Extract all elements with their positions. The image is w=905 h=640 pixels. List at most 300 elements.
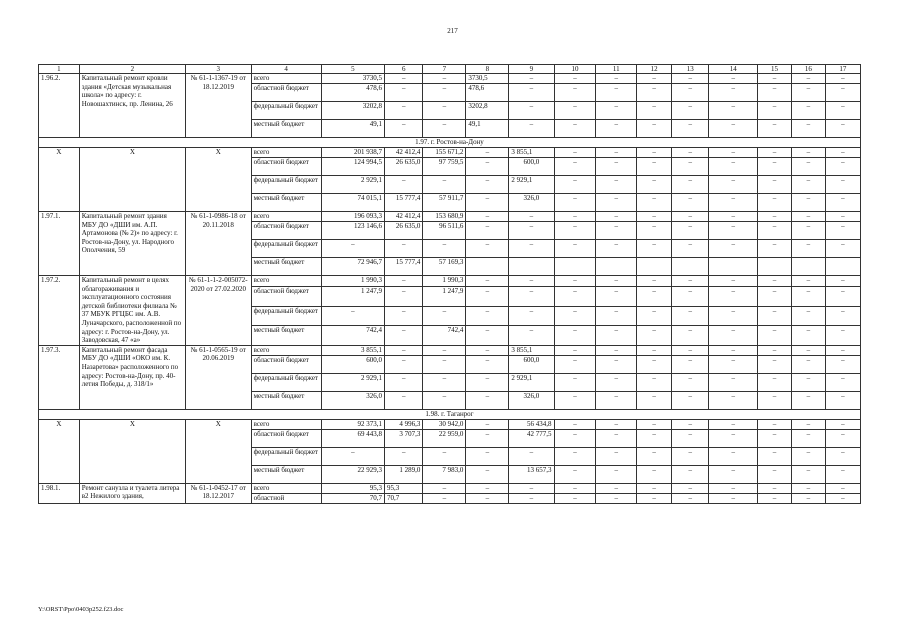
table-cell: X [185, 419, 251, 483]
table-cell: – [554, 286, 596, 306]
table-cell: – [709, 465, 758, 483]
table-cell: – [758, 222, 792, 240]
table-cell: 600,0 [509, 158, 554, 176]
table-cell: – [709, 84, 758, 102]
table-cell: – [509, 102, 554, 120]
table-cell: – [596, 212, 637, 222]
table-cell: – [758, 391, 792, 409]
table-cell: – [423, 120, 466, 138]
table-cell: – [791, 148, 825, 158]
table-cell: X [185, 148, 251, 212]
table-cell: – [321, 447, 384, 465]
table-cell: федеральный бюджет [251, 447, 321, 465]
table-cell: всего [251, 148, 321, 158]
table-cell: – [423, 306, 466, 326]
table-cell: – [709, 391, 758, 409]
table-row [39, 483, 861, 493]
table-cell [825, 258, 860, 276]
table-cell: – [554, 373, 596, 391]
table-cell: – [637, 74, 672, 84]
table-cell: – [709, 148, 758, 158]
table-cell: – [423, 84, 466, 102]
table-cell [637, 258, 672, 276]
table-cell: федеральный бюджет [251, 240, 321, 258]
table-cell: 1.97.3. [39, 345, 80, 409]
table-cell: – [791, 345, 825, 355]
table-cell: – [637, 120, 672, 138]
table-cell: – [825, 212, 860, 222]
table-cell: № 61-1-0986-18 от 20.11.2018 [185, 212, 251, 276]
table-cell: – [825, 74, 860, 84]
table-cell: – [637, 176, 672, 194]
table-cell: 2 929,1 [321, 176, 384, 194]
table-cell: – [672, 286, 709, 306]
table-cell: 2 929,1 [509, 373, 554, 391]
table-cell: – [596, 391, 637, 409]
table-cell: – [758, 212, 792, 222]
table-cell: – [554, 419, 596, 429]
table-cell: – [554, 447, 596, 465]
table-cell: 42 412,4 [384, 148, 422, 158]
table-cell: – [637, 158, 672, 176]
table-cell: 196 093,3 [321, 212, 384, 222]
table-cell: 22 959,0 [423, 429, 466, 447]
table-cell: – [423, 74, 466, 84]
table-cell: – [791, 429, 825, 447]
table-cell: – [637, 493, 672, 503]
table-cell: областной бюджет [251, 355, 321, 373]
document-path: Y:\ORST\Ppo\0403p252.f23.doc [38, 606, 124, 613]
table-cell: 3202,8 [466, 102, 509, 120]
table-cell: – [758, 102, 792, 120]
table-cell: – [672, 222, 709, 240]
table-cell: – [466, 373, 509, 391]
table-cell: всего [251, 276, 321, 287]
table-cell: – [791, 493, 825, 503]
table-cell: – [672, 306, 709, 326]
table-cell: – [791, 276, 825, 287]
table-cell: – [509, 276, 554, 287]
table-cell: – [554, 465, 596, 483]
table-cell: – [384, 373, 422, 391]
table-cell: – [672, 355, 709, 373]
table-cell: – [423, 373, 466, 391]
table-cell: – [466, 158, 509, 176]
column-number-row [39, 65, 861, 74]
table-row [39, 148, 861, 158]
table-cell: областной бюджет [251, 84, 321, 102]
column-number: 8 [466, 65, 509, 74]
table-cell: – [596, 176, 637, 194]
table-cell: 742,4 [423, 326, 466, 346]
table-cell: – [791, 176, 825, 194]
table-cell: – [672, 212, 709, 222]
table-cell: – [384, 391, 422, 409]
table-cell: 49,1 [466, 120, 509, 138]
table-cell: 72 946,7 [321, 258, 384, 276]
table-cell: – [384, 345, 422, 355]
budget-table [38, 64, 861, 504]
section-header-row [39, 138, 861, 148]
column-number: 1 [39, 65, 80, 74]
table-cell: – [709, 212, 758, 222]
table-cell: областной бюджет [251, 158, 321, 176]
table-cell: – [637, 447, 672, 465]
table-cell: – [758, 74, 792, 84]
table-cell: – [596, 84, 637, 102]
table-cell: 3 855,1 [509, 148, 554, 158]
table-cell: местный бюджет [251, 391, 321, 409]
table-cell: областной бюджет [251, 222, 321, 240]
table-cell: 3730,5 [321, 74, 384, 84]
column-number: 6 [384, 65, 422, 74]
table-cell: 1 247,9 [423, 286, 466, 306]
table-cell: – [791, 483, 825, 493]
table-cell: – [791, 212, 825, 222]
table-cell: – [509, 212, 554, 222]
table-cell: – [672, 102, 709, 120]
table-cell: – [596, 326, 637, 346]
table-cell: – [384, 84, 422, 102]
table-cell: – [466, 345, 509, 355]
table-cell: – [825, 429, 860, 447]
table-cell: – [791, 240, 825, 258]
table-cell: – [554, 391, 596, 409]
table-cell: – [637, 148, 672, 158]
column-number: 2 [79, 65, 185, 74]
table-cell: 56 434,8 [509, 419, 554, 429]
table-cell: местный бюджет [251, 465, 321, 483]
table-cell: № 61-1-0565-19 от 20.06.2019 [185, 345, 251, 409]
table-cell: 74 015,1 [321, 194, 384, 212]
section-title: 1.98. г. Таганрог [39, 409, 861, 419]
table-cell: 30 942,0 [423, 419, 466, 429]
table-cell: 326,0 [509, 194, 554, 212]
table-cell: Капитальный ремонт в целях облагораживания и эксплуатационного состояния детской библиотеки филиала № 37 МБУК РГЦБС им. А.В. Луначарского, расположенной по адресу: г. Ростов-на-Дону, ул. Заводовская, 47 «а» [79, 276, 185, 346]
table-cell: – [637, 465, 672, 483]
table-cell: 201 938,7 [321, 148, 384, 158]
table-cell: – [637, 276, 672, 287]
table-cell: – [758, 306, 792, 326]
table-cell: всего [251, 345, 321, 355]
page-number: 217 [447, 27, 458, 35]
table-cell: всего [251, 483, 321, 493]
table-cell: – [758, 176, 792, 194]
table-cell: – [758, 326, 792, 346]
table-cell: – [709, 120, 758, 138]
table-cell: – [709, 373, 758, 391]
table-cell: 1 990,3 [321, 276, 384, 287]
table-cell: – [637, 240, 672, 258]
table-cell: – [509, 306, 554, 326]
table-cell: – [596, 465, 637, 483]
table-cell: – [709, 222, 758, 240]
table-cell: – [825, 84, 860, 102]
table-cell: – [596, 74, 637, 84]
table-cell: – [466, 355, 509, 373]
table-cell: – [672, 391, 709, 409]
table-cell: местный бюджет [251, 258, 321, 276]
table-cell: 1.98.1. [39, 483, 80, 503]
table-cell: 70,7 [321, 493, 384, 503]
table-cell: – [466, 148, 509, 158]
table-cell: – [709, 483, 758, 493]
table-cell: 97 759,5 [423, 158, 466, 176]
table-row [39, 74, 861, 84]
table-cell: – [825, 158, 860, 176]
table-cell: – [758, 447, 792, 465]
table-cell: – [637, 222, 672, 240]
table-cell: – [825, 148, 860, 158]
table-cell: 1.96.2. [39, 74, 80, 138]
table-cell: 3 855,1 [321, 345, 384, 355]
table-cell: – [791, 306, 825, 326]
column-number: 17 [825, 65, 860, 74]
table-cell: – [596, 102, 637, 120]
table-cell: 26 635,0 [384, 158, 422, 176]
table-cell: X [39, 419, 80, 483]
table-cell: X [39, 148, 80, 212]
table-cell: – [509, 222, 554, 240]
table-cell: – [758, 373, 792, 391]
table-cell: 2 929,1 [321, 373, 384, 391]
table-cell [758, 258, 792, 276]
table-cell: – [791, 102, 825, 120]
table-cell: – [791, 120, 825, 138]
table-cell: – [596, 120, 637, 138]
table-cell: всего [251, 74, 321, 84]
table-cell: 123 146,6 [321, 222, 384, 240]
table-cell: областной бюджет [251, 286, 321, 306]
table-cell: 1 247,9 [321, 286, 384, 306]
table-cell: – [709, 286, 758, 306]
column-number: 3 [185, 65, 251, 74]
table-cell: – [596, 447, 637, 465]
table-cell [596, 258, 637, 276]
table-cell: – [637, 355, 672, 373]
table-cell: – [509, 483, 554, 493]
column-number: 16 [791, 65, 825, 74]
table-cell: – [758, 276, 792, 287]
table-row [39, 212, 861, 222]
table-cell: – [637, 212, 672, 222]
table-cell: – [466, 222, 509, 240]
table-cell: – [554, 158, 596, 176]
table-cell: – [596, 345, 637, 355]
table-cell: – [384, 176, 422, 194]
table-cell: 15 777,4 [384, 194, 422, 212]
table-cell: – [509, 240, 554, 258]
table-cell: – [596, 276, 637, 287]
table-cell: – [509, 286, 554, 306]
table-cell: – [672, 465, 709, 483]
table-cell: – [709, 74, 758, 84]
table-cell: – [321, 306, 384, 326]
table-cell: – [825, 373, 860, 391]
table-cell: – [554, 483, 596, 493]
table-cell: № 61-1-0452-17 от 18.12.2017 [185, 483, 251, 503]
table-cell: – [758, 419, 792, 429]
column-number: 7 [423, 65, 466, 74]
table-cell: – [672, 158, 709, 176]
table-cell: – [384, 355, 422, 373]
table-cell: 155 671,2 [423, 148, 466, 158]
table-cell: – [791, 465, 825, 483]
table-cell: – [423, 447, 466, 465]
table-cell: – [423, 240, 466, 258]
table-cell: – [637, 306, 672, 326]
table-cell: – [466, 306, 509, 326]
table-cell: всего [251, 419, 321, 429]
table-cell: – [758, 286, 792, 306]
table-cell: 124 994,5 [321, 158, 384, 176]
table-cell: 70,7 [384, 493, 422, 503]
table-cell: – [672, 276, 709, 287]
table-cell: – [672, 176, 709, 194]
table-cell: – [596, 240, 637, 258]
table-cell: 600,0 [321, 355, 384, 373]
table-cell: 49,1 [321, 120, 384, 138]
table-cell: – [758, 148, 792, 158]
table-cell: № 61-1-1-2-005072-2020 от 27.02.2020 [185, 276, 251, 346]
table-cell: – [637, 102, 672, 120]
table-cell: – [637, 483, 672, 493]
table-cell [672, 258, 709, 276]
table-cell: федеральный бюджет [251, 176, 321, 194]
table-cell: – [384, 276, 422, 287]
table-cell: 95,3 [384, 483, 422, 493]
table-cell: 478,6 [466, 84, 509, 102]
section-header-row [39, 409, 861, 419]
table-cell: – [672, 326, 709, 346]
table-cell: – [384, 120, 422, 138]
table-cell: 69 443,8 [321, 429, 384, 447]
table-cell: – [466, 447, 509, 465]
table-cell: – [709, 176, 758, 194]
table-cell: – [596, 222, 637, 240]
table-cell: – [466, 176, 509, 194]
table-cell: 2 929,1 [509, 176, 554, 194]
table-cell: – [596, 306, 637, 326]
table-cell: – [672, 429, 709, 447]
table-cell: – [709, 306, 758, 326]
table-cell: – [672, 84, 709, 102]
table-cell: X [79, 148, 185, 212]
table-cell [709, 258, 758, 276]
column-number: 9 [509, 65, 554, 74]
column-number: 4 [251, 65, 321, 74]
table-cell: – [423, 391, 466, 409]
column-number: 11 [596, 65, 637, 74]
table-cell: – [596, 148, 637, 158]
table-cell: 326,0 [321, 391, 384, 409]
table-cell: – [384, 326, 422, 346]
table-cell: – [758, 120, 792, 138]
table-cell: – [758, 194, 792, 212]
table-cell: – [554, 276, 596, 287]
table-cell: – [672, 345, 709, 355]
table-cell: – [825, 391, 860, 409]
table-cell: 7 983,0 [423, 465, 466, 483]
table-cell: – [637, 194, 672, 212]
table-cell: 3 707,3 [384, 429, 422, 447]
table-cell: – [791, 74, 825, 84]
table-cell: – [672, 74, 709, 84]
table-cell: – [466, 391, 509, 409]
table-cell: – [384, 240, 422, 258]
table-cell: 95,3 [321, 483, 384, 493]
table-cell: – [825, 465, 860, 483]
table-cell: – [672, 373, 709, 391]
table-cell: – [825, 240, 860, 258]
table-cell: федеральный бюджет [251, 373, 321, 391]
table-cell: – [825, 286, 860, 306]
table-cell: – [791, 84, 825, 102]
table-cell: – [554, 355, 596, 373]
table-row [39, 345, 861, 355]
table-cell: – [321, 240, 384, 258]
table-cell: – [596, 355, 637, 373]
table-cell: 478,6 [321, 84, 384, 102]
table-cell: – [791, 419, 825, 429]
table-cell: – [791, 286, 825, 306]
table-cell: – [672, 483, 709, 493]
table-cell: – [554, 84, 596, 102]
table-cell: – [554, 102, 596, 120]
table-cell: – [466, 286, 509, 306]
table-cell: – [672, 240, 709, 258]
table-cell: – [466, 429, 509, 447]
table-cell: – [637, 373, 672, 391]
table-cell: – [423, 493, 466, 503]
table-cell: – [509, 326, 554, 346]
table-cell [509, 258, 554, 276]
table-cell: – [596, 286, 637, 306]
table-cell: 15 777,4 [384, 258, 422, 276]
table-cell: – [554, 74, 596, 84]
table-cell: – [509, 84, 554, 102]
table-cell: областной [251, 493, 321, 503]
table-cell: 57 911,7 [423, 194, 466, 212]
table-cell: – [466, 326, 509, 346]
table-cell: – [791, 326, 825, 346]
table-cell: Ремонт санузла и туалета литера в2 Нежилого здания, [79, 483, 185, 503]
table-cell: – [554, 148, 596, 158]
table-cell: – [384, 286, 422, 306]
table-cell: – [637, 326, 672, 346]
table-cell: – [637, 391, 672, 409]
table-cell: – [672, 148, 709, 158]
table-cell: – [709, 345, 758, 355]
table-cell: – [466, 419, 509, 429]
table-cell: федеральный бюджет [251, 102, 321, 120]
table-cell [466, 258, 509, 276]
table-cell [791, 258, 825, 276]
table-cell: – [509, 120, 554, 138]
table-cell: – [672, 447, 709, 465]
table-cell: – [384, 74, 422, 84]
table-cell: 1 990,3 [423, 276, 466, 287]
table-cell: X [79, 419, 185, 483]
table-cell: местный бюджет [251, 120, 321, 138]
table-cell: – [758, 465, 792, 483]
table-cell: – [825, 447, 860, 465]
table-cell: – [758, 355, 792, 373]
table-cell: – [596, 419, 637, 429]
table-cell: – [554, 240, 596, 258]
table-body [39, 65, 861, 504]
table-cell: – [825, 222, 860, 240]
